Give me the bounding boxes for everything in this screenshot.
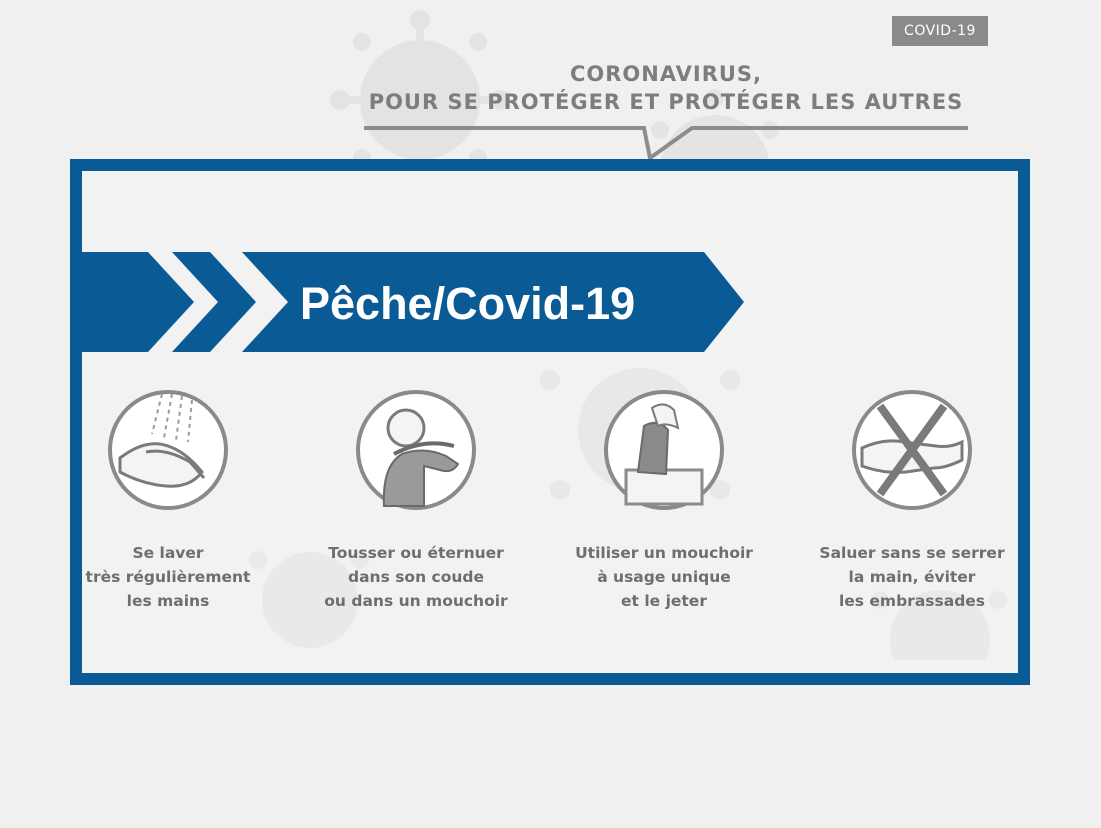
headline-line2: POUR SE PROTÉGER ET PROTÉGER LES AUTRES <box>368 90 964 114</box>
caption-line: ou dans un mouchoir <box>324 592 508 610</box>
no-handshake-icon <box>850 388 974 512</box>
covid-badge: COVID-19 <box>892 16 988 46</box>
caption-line: Saluer sans se serrer <box>819 544 1005 562</box>
caption-line: Tousser ou éternuer <box>328 544 504 562</box>
caption-line: dans son coude <box>348 568 484 586</box>
caption-line: les embrassades <box>838 592 986 610</box>
caption-line: très régulièrement <box>85 568 251 586</box>
banner-title: Pêche/Covid-19 <box>300 278 636 329</box>
cough-elbow-icon <box>354 388 478 512</box>
caption-line: et le jeter <box>621 592 707 610</box>
caption-line: Utiliser un mouchoir <box>575 544 753 562</box>
caption-no-handshake <box>792 541 1032 613</box>
speech-callout-line <box>362 124 972 160</box>
tissue-box-icon <box>602 388 726 512</box>
caption-line: à usage unique <box>597 568 731 586</box>
caption-line: Se laver <box>132 544 204 562</box>
headline-line1: CORONAVIRUS, <box>569 62 763 86</box>
caption-cough-elbow <box>296 541 536 613</box>
caption-line: les mains <box>126 592 210 610</box>
hand-washing-icon <box>106 388 230 512</box>
caption-line: la main, éviter <box>848 568 976 586</box>
caption-hand-washing <box>48 541 288 613</box>
caption-tissue <box>544 541 784 613</box>
headline <box>360 60 972 116</box>
